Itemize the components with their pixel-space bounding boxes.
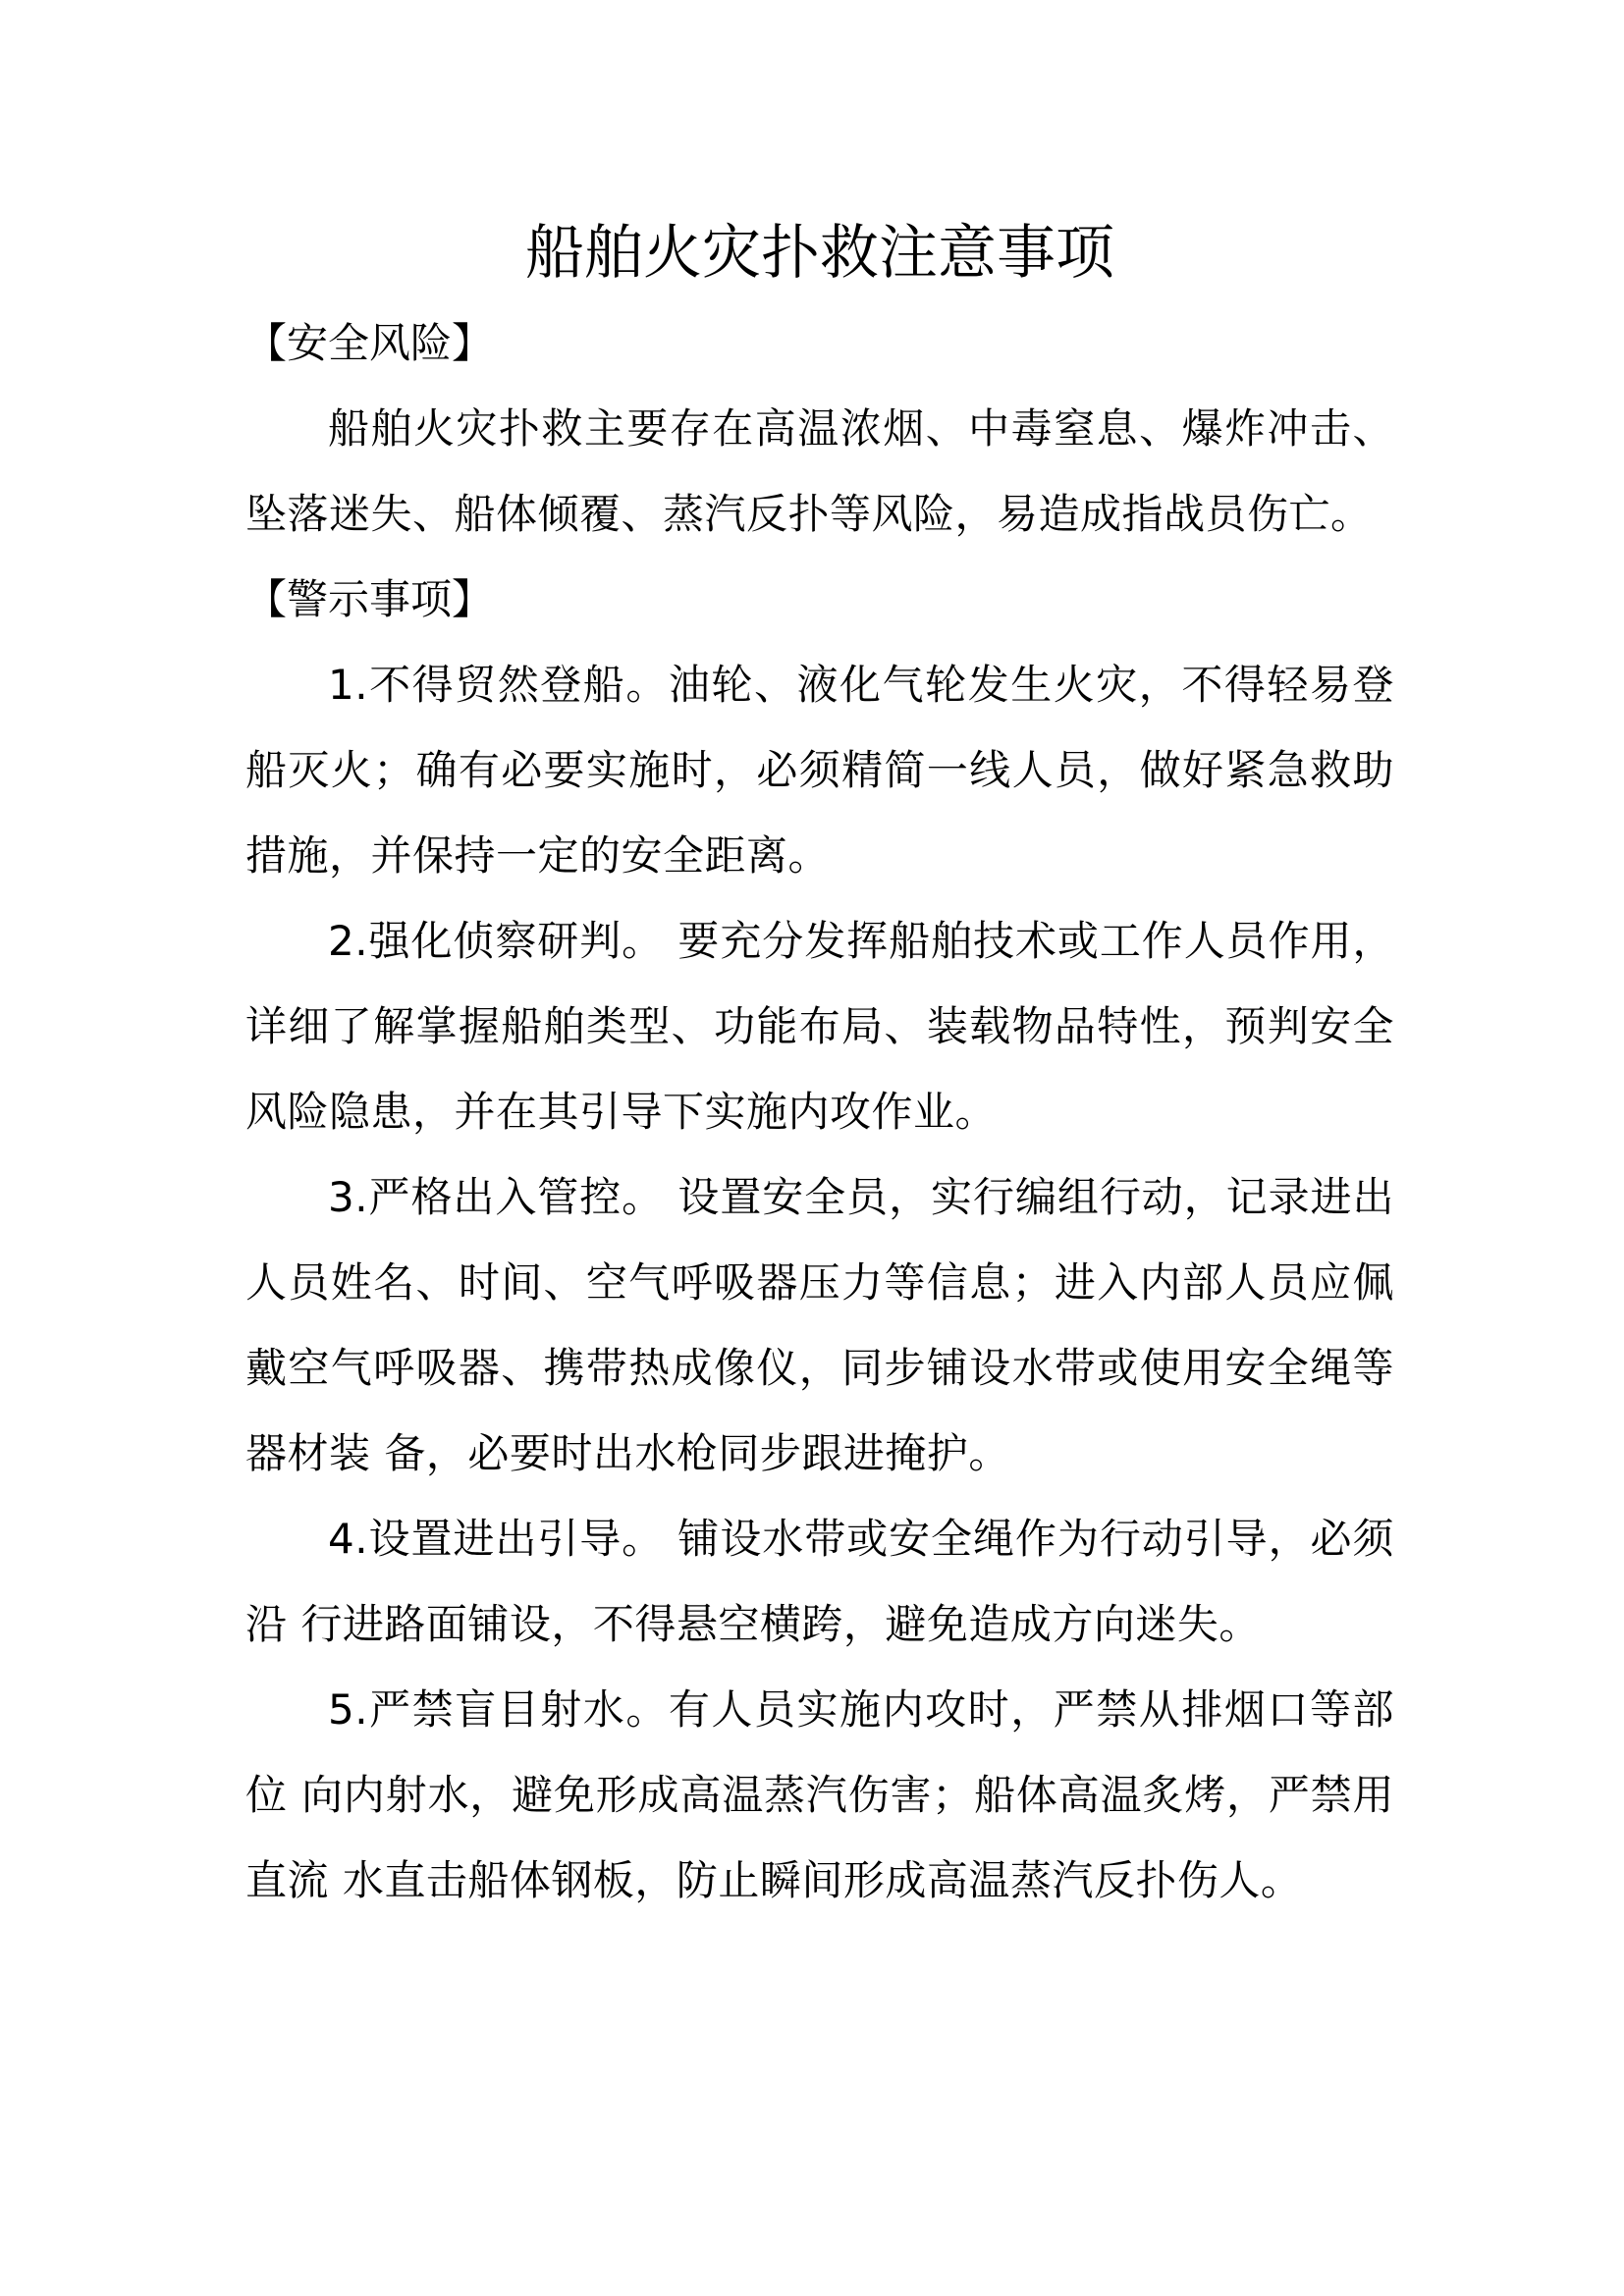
warning-item-4: 4.设置进出引导。 铺设水带或安全绳作为行动引导，必须沿 行进路面铺设，不得悬空横跨，避免造成方向迷失。 [245, 1515, 1394, 1648]
warning-item-2: 2.强化侦察研判。 要充分发挥船舶技术或工作人员作用， 详细了解掌握船舶类型、功能布局、装载物品特性，预判安全风险隐患，并在其引导下实施内攻作业。 [245, 917, 1394, 1136]
document-page [245, 206, 1394, 1923]
warning-item-3: 3.严格出入管控。 设置安全员，实行编组行动，记录进出人员姓名、时间、空气呼吸器压力等信息；进入内部人员应佩戴空气呼吸器、携带热成像仪，同步铺设水带或使用安全绳等器材装 备，必要时出水枪同步跟进掩护。 [245, 1173, 1394, 1477]
safety-risk-paragraph: 船舶火灾扑救主要存在高温浓烟、中毒窒息、爆炸冲击、坠落迷失、船体倾覆、蒸汽反扑等风险，易造成指战员伤亡。 [245, 404, 1394, 538]
section-heading-warnings: 【警示事项】 [245, 575, 494, 623]
warning-item-1: 1.不得贸然登船。油轮、液化气轮发生火灾，不得轻易登船灭火；确有必要实施时，必须精简一线人员，做好紧急救助措施，并保持一定的安全距离。 [245, 661, 1394, 880]
document-title: 船舶火灾扑救注意事项 [525, 219, 1114, 288]
warning-item-5: 5.严禁盲目射水。有人员实施内攻时，严禁从排烟口等部位 向内射水，避免形成高温蒸汽伤害；船体高温炙烤，严禁用直流 水直击船体钢板，防止瞬间形成高温蒸汽反扑伤人。 [245, 1685, 1394, 1904]
section-heading-safety-risk: 【安全风险】 [245, 319, 494, 367]
